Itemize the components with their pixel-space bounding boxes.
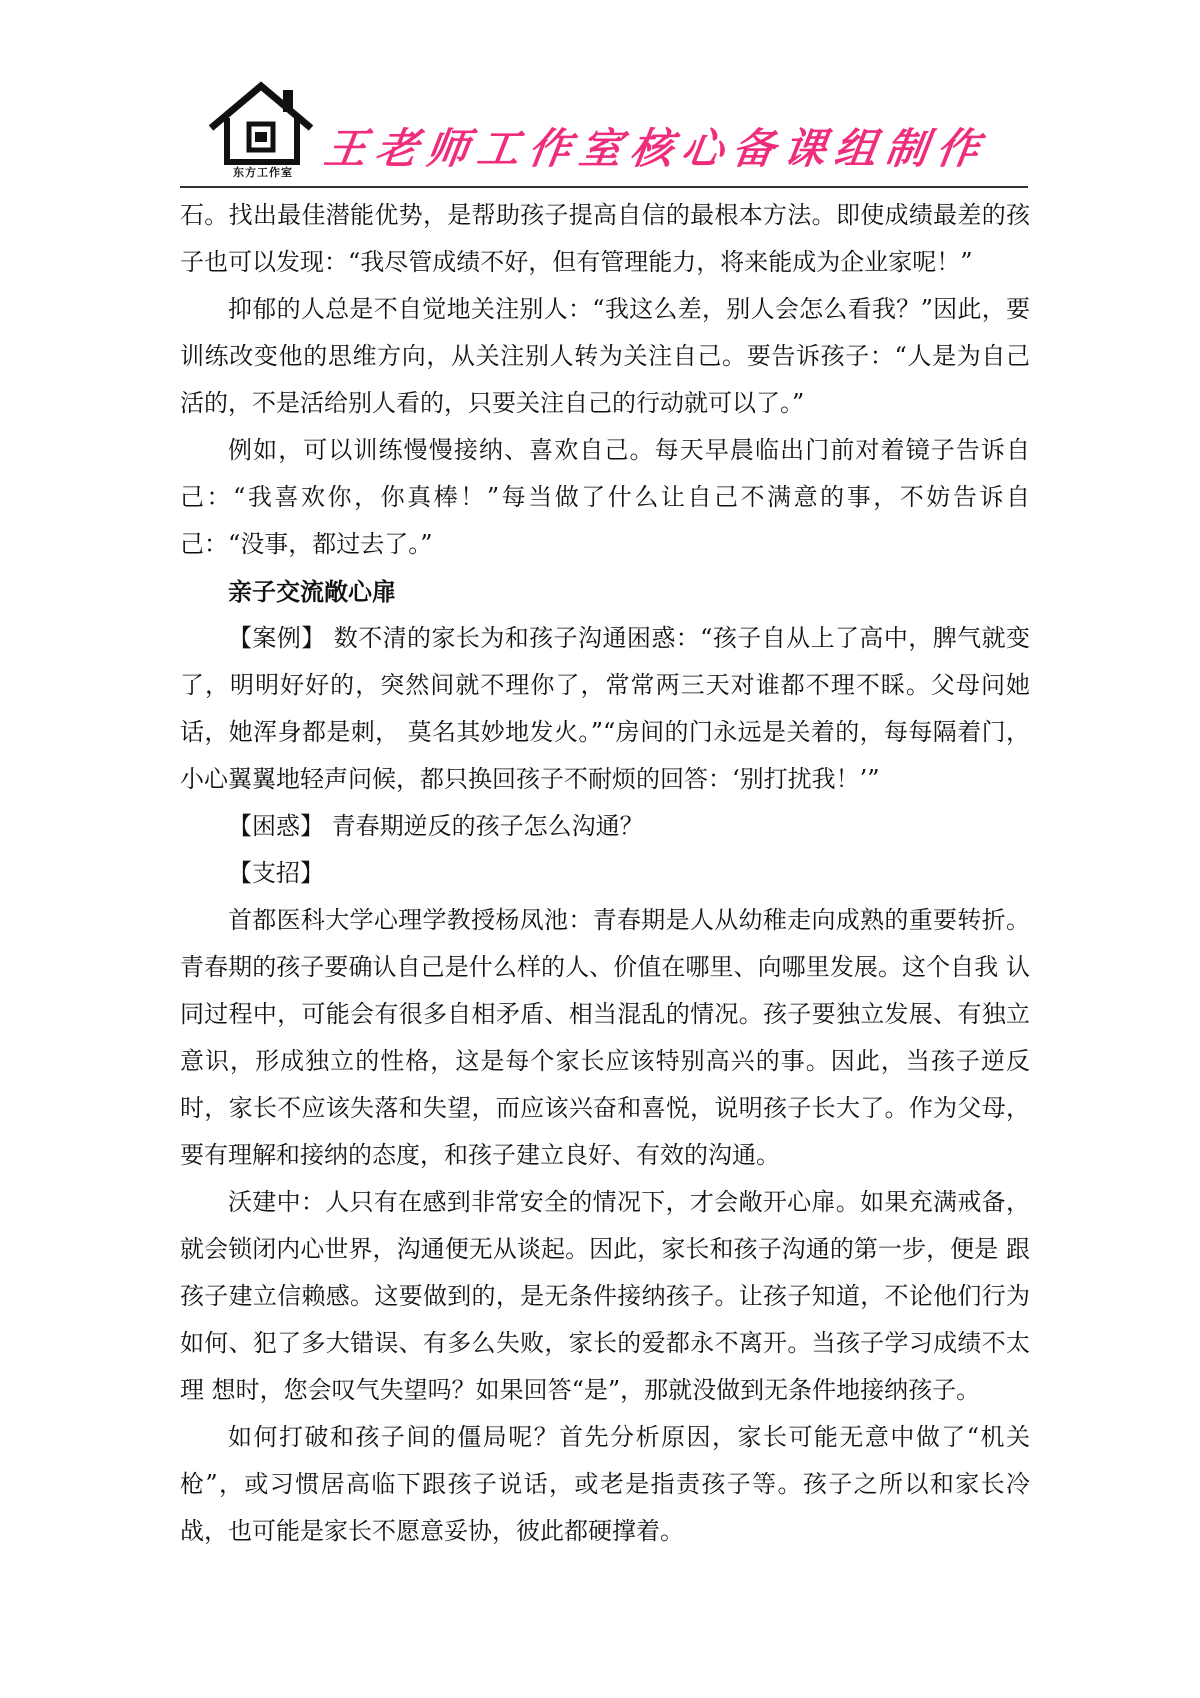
house-logo-icon (203, 78, 323, 178)
logo-caption: 东方工作室 (233, 166, 293, 179)
paragraph: 例如，可以训练慢慢接纳、喜欢自己。每天早晨临出门前对着镜子告诉自己：“我喜欢你，你真棒！”每当做了什么让自己不满意的事，不妨告诉自己：“没事，都过去了。” (180, 436, 1030, 558)
paragraph: 抑郁的人总是不自觉地关注别人：“我这么差，别人会怎么看我？”因此，要训练改变他的思维方向，从关注别人转为关注自己。要告诉孩子：“人是为自己活的，不是活给别人看的，只要关注自己的行动就可以了。” (180, 295, 1030, 417)
paragraph-question: 【困惑】 青春期逆反的孩子怎么沟通？ (228, 812, 644, 840)
header-divider (180, 186, 1028, 188)
paragraph-advice-label: 【支招】 (228, 859, 324, 887)
section-heading: 亲子交流敞心扉 (228, 577, 396, 606)
paragraph: 首都医科大学心理学教授杨凤池：青春期是人从幼稚走向成熟的重要转折。青春期的孩子要确认自己是什么样的人、价值在哪里、向哪里发展。这个自我 认同过程中，可能会有很多自相矛盾、相当混乱的情况。孩子要独立发展、有独立意识，形成独立的性格，这是每个家长应该特别高兴的事。因此，当孩子逆反时，家长不应该失落和失望，而应该兴奋和喜悦，说明孩子长大了。作为父母，要有理解和接纳的态度，和孩子建立良好、有效的沟通。 (180, 906, 1030, 1169)
paragraph: 沃建中：人只有在感到非常安全的情况下，才会敞开心扉。如果充满戒备，就会锁闭内心世界，沟通便无从谈起。因此，家长和孩子沟通的第一步，便是 跟孩子建立信赖感。这要做到的，是无条件接纳孩子。让孩子知道，不论他们行为如何、犯了多大错误、有多么失败，家长的爱都永不离开。当孩子学习成绩不太理 想时，您会叹气失望吗？如果回答“是”，那就没做到无条件地接纳孩子。 (180, 1188, 1030, 1404)
paragraph: 石。找出最佳潜能优势，是帮助孩子提高自信的最根本方法。即使成绩最差的孩子也可以发现：“我尽管成绩不好，但有管理能力，将来能成为企业家呢！” (180, 201, 1030, 276)
article-body (180, 192, 1030, 1555)
page-header (185, 78, 1030, 188)
paragraph-case: 【案例】 数不清的家长为和孩子沟通困惑：“孩子自从上了高中，脾气就变了，明明好好的，突然间就不理你了，常常两三天对谁都不理不睬。父母问她话，她浑身都是刺， 莫名其妙地发火。”“房间的门永远是关着的，每每隔着门，小心翼翼地轻声问候，都只换回孩子不耐烦的回答：‘别打扰我！’” (180, 624, 1030, 793)
paragraph: 如何打破和孩子间的僵局呢？首先分析原因，家长可能无意中做了“机关枪”，或习惯居高临下跟孩子说话，或老是指责孩子等。孩子之所以和家长冷战，也可能是家长不愿意妥协，彼此都硬撑着。 (180, 1423, 1030, 1545)
header-title: 王老师工作室核心备课组制作 (321, 124, 992, 173)
